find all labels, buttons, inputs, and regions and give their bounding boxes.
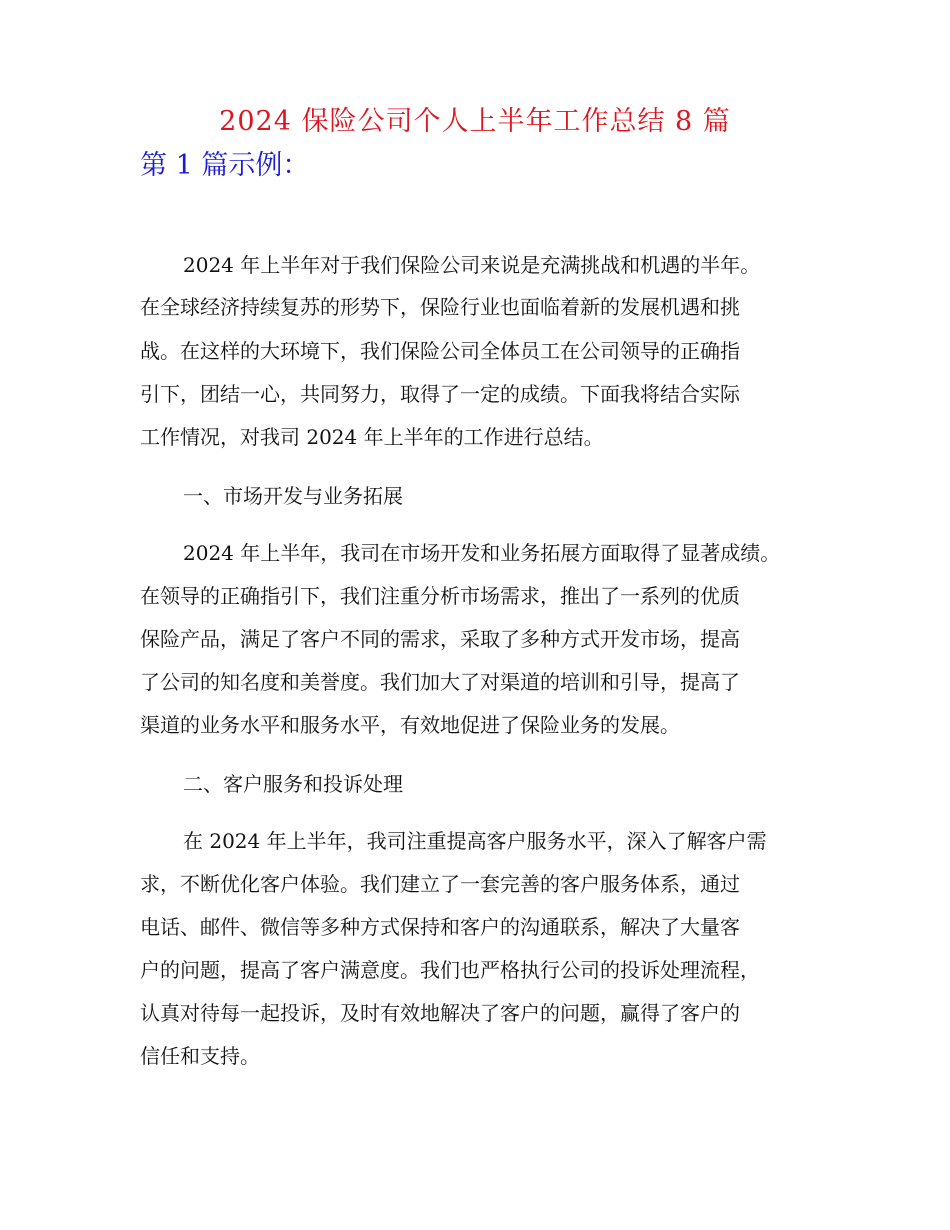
paragraph-1-line-3: 战。在这样的大环境下，我们保险公司全体员工在公司领导的正确指	[140, 339, 740, 363]
paragraph-3-line-4: 户的问题，提高了客户满意度。我们也严格执行公司的投诉处理流程，	[140, 958, 760, 982]
paragraph-2-line-3: 保险产品，满足了客户不同的需求，采取了多种方式开发市场，提高	[140, 627, 740, 651]
paragraph-2-line-4: 了公司的知名度和美誉度。我们加大了对渠道的培训和引导，提高了	[140, 670, 740, 694]
paragraph-1-line-4: 引下，团结一心，共同努力，取得了一定的成绩。下面我将结合实际	[140, 382, 740, 406]
paragraph-3-line-5: 认真对待每一起投诉，及时有效地解决了客户的问题，赢得了客户的	[140, 1001, 740, 1025]
paragraph-2-line-1: 2024 年上半年，我司在市场开发和业务拓展方面取得了显著成绩。	[183, 541, 781, 565]
paragraph-3-line-3: 电话、邮件、微信等多种方式保持和客户的沟通联系，解决了大量客	[140, 915, 740, 939]
paragraph-1-line-5: 工作情况，对我司 2024 年上半年的工作进行总结。	[140, 425, 604, 449]
paragraph-3-line-2: 求，不断优化客户体验。我们建立了一套完善的客户服务体系，通过	[140, 872, 740, 896]
paragraph-1-line-1: 2024 年上半年对于我们保险公司来说是充满挑战和机遇的半年。	[183, 253, 761, 277]
document-title: 2024 保险公司个人上半年工作总结 8 篇	[219, 106, 731, 137]
paragraph-2-line-2: 在领导的正确指引下，我们注重分析市场需求，推出了一系列的优质	[140, 584, 740, 608]
paragraph-3-line-1: 在 2024 年上半年，我司注重提高客户服务水平，深入了解客户需	[183, 829, 767, 853]
section-heading-customer: 二、客户服务和投诉处理	[183, 772, 403, 796]
paragraph-3-line-6: 信任和支持。	[140, 1044, 260, 1068]
example-heading: 第 1 篇示例：	[140, 150, 310, 181]
paragraph-1-line-2: 在全球经济持续复苏的形势下，保险行业也面临着新的发展机遇和挑	[140, 295, 740, 319]
paragraph-2-line-5: 渠道的业务水平和服务水平，有效地促进了保险业务的发展。	[140, 713, 680, 737]
section-heading-market: 一、市场开发与业务拓展	[183, 484, 403, 508]
